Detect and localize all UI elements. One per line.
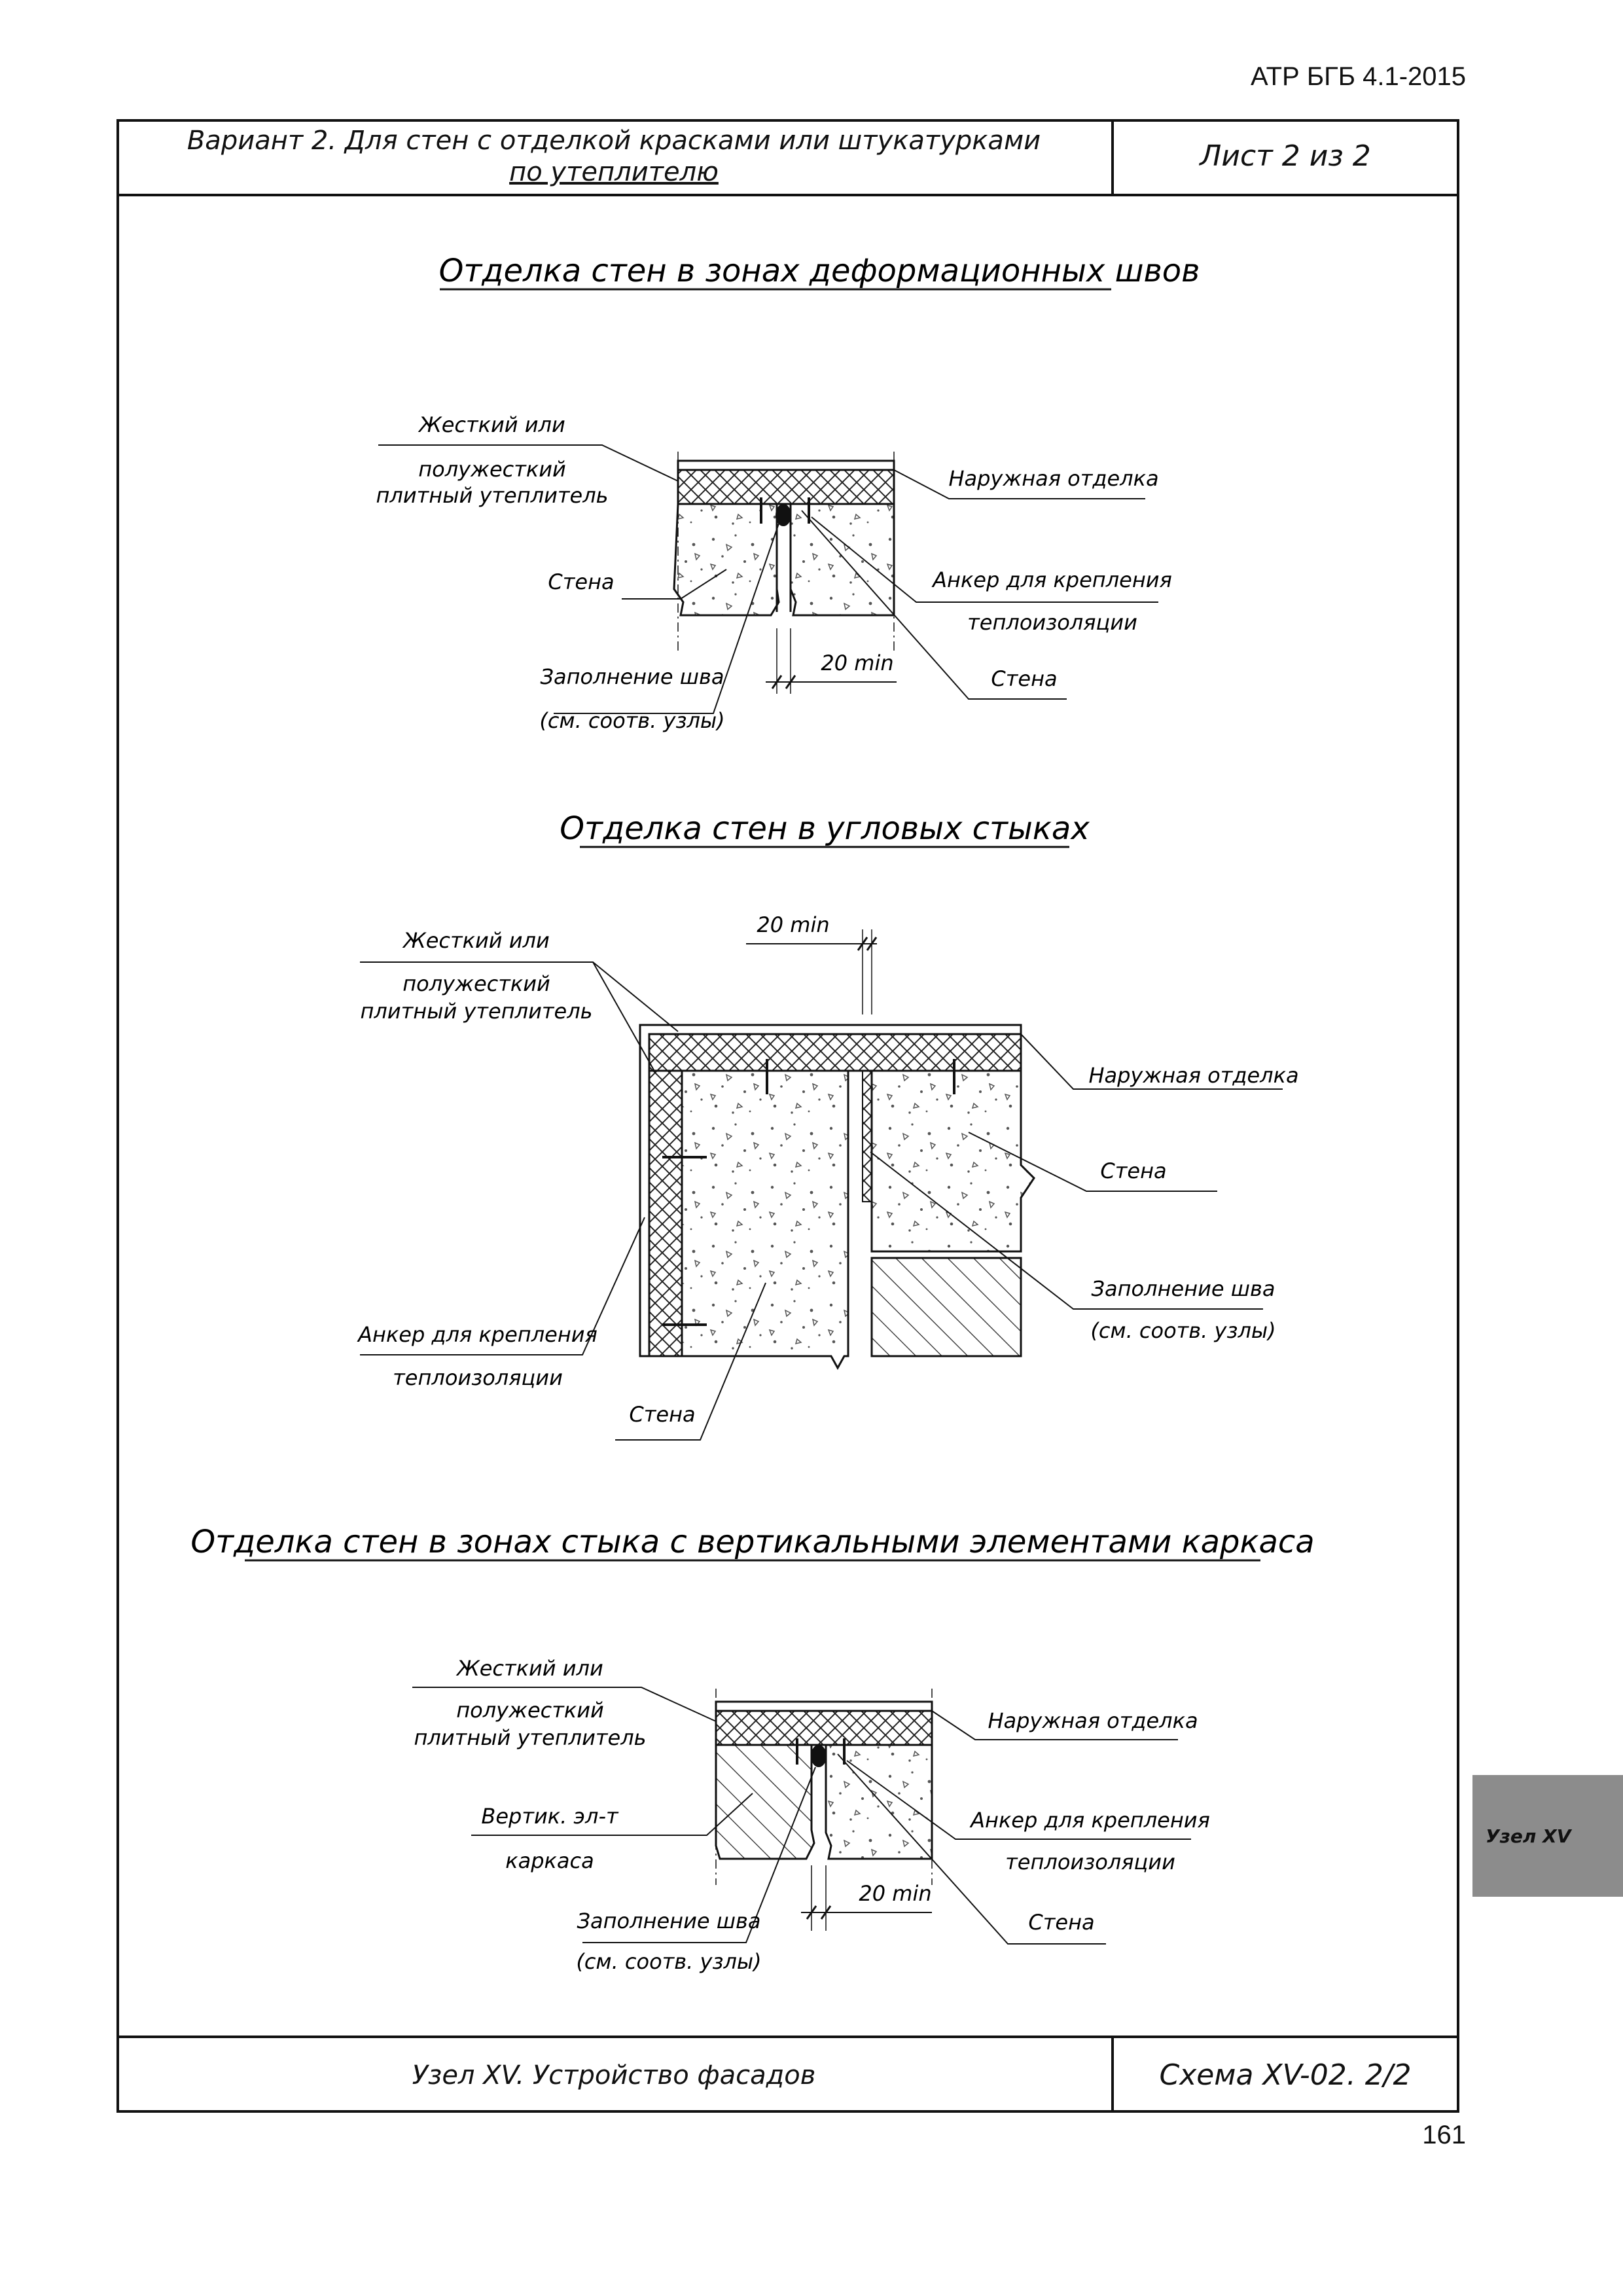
sheet-number: Лист 2 из 2: [1200, 139, 1371, 173]
section-2-label-wall-bottom: Стена: [629, 1402, 696, 1427]
section-3-label-dimension: 20 min: [859, 1881, 932, 1906]
section-3-label-insulation-1: Жесткий или: [457, 1656, 603, 1681]
section-3-label-fill-2: (см. соотв. узлы): [576, 1949, 762, 1974]
section-1-label-anchor-1: Анкер для крепления: [933, 567, 1172, 592]
section-2-leader-insulation-2: [593, 962, 656, 1073]
section-3-label-insulation-3: плитный утеплитель: [414, 1725, 647, 1750]
section-3-frame-element: [716, 1745, 814, 1859]
section-2-label-dimension: 20 min: [757, 912, 830, 937]
section-2-wall-right: [872, 1071, 1034, 1251]
section-2-label-anchor-1: Анкер для крепления: [358, 1322, 597, 1347]
section-3-label-anchor-2: теплоизоляции: [1005, 1850, 1175, 1874]
section-3-label-wall: Стена: [1028, 1910, 1095, 1935]
section-1-title: Отделка стен в зонах деформационных швов: [438, 253, 1200, 289]
section-2-insulation-left: [649, 1071, 682, 1356]
section-3-label-finish: Наружная отделка: [988, 1708, 1198, 1733]
document-code: АТР БГБ 4.1-2015: [1251, 62, 1466, 91]
section-1-insulation: [678, 470, 894, 504]
header-title-line2: по утеплителю: [509, 157, 719, 187]
section-2-label-insulation-2: полужесткий: [402, 971, 550, 996]
section-1-label-insulation-2: полужесткий: [418, 457, 566, 482]
section-2-hatched-element: [872, 1258, 1021, 1356]
section-2-insulation-top: [649, 1034, 1021, 1071]
section-2-label-insulation-3: плитный утеплитель: [360, 999, 593, 1024]
section-3-label-frame-2: каркаса: [505, 1848, 594, 1873]
section-2-label-insulation-1: Жесткий или: [403, 928, 550, 953]
section-3-vertical-frame-joint: [190, 1524, 1314, 1974]
section-3-label-fill-1: Заполнение шва: [577, 1909, 761, 1933]
section-2-wall-left: [682, 1071, 848, 1368]
section-1-label-wall: Стена: [548, 569, 615, 594]
section-2-label-anchor-2: теплоизоляции: [393, 1365, 563, 1390]
section-3-insulation: [716, 1711, 932, 1745]
section-2-joint-filler: [863, 1071, 872, 1202]
section-1-label-insulation-3: плитный утеплитель: [376, 483, 609, 508]
footer-scheme: Схема XV-02. 2/2: [1159, 2058, 1412, 2092]
section-2-label-finish: Наружная отделка: [1088, 1063, 1299, 1088]
section-1-label-fill-2: (см. соотв. узлы): [539, 708, 725, 733]
section-1-deformation-joint: [376, 253, 1200, 733]
section-2-label-wall-right: Стена: [1100, 1158, 1167, 1183]
section-3-label-anchor-1: Анкер для крепления: [971, 1808, 1210, 1833]
section-1-label-insulation-1: Жесткий или: [419, 412, 565, 437]
section-3-joint-filler: [811, 1745, 827, 1767]
section-2-corner-joint: [357, 810, 1298, 1440]
section-1-label-anchor-2: теплоизоляции: [967, 610, 1137, 635]
section-1-wall-right: [791, 504, 894, 615]
section-2-label-fill-2: (см. соотв. узлы): [1090, 1318, 1276, 1343]
section-3-label-insulation-2: полужесткий: [456, 1698, 604, 1723]
section-1-wall-left: [674, 504, 779, 615]
section-1-joint-filler: [776, 504, 791, 526]
section-2-label-fill-1: Заполнение шва: [1091, 1276, 1275, 1301]
section-3-title: Отделка стен в зонах стыка с вертикальными элементами каркаса: [190, 1524, 1315, 1560]
header-title-line1: Вариант 2. Для стен с отделкой красками или штукатурками: [187, 126, 1041, 156]
footer-node-title: Узел XV. Устройство фасадов: [412, 2060, 816, 2090]
section-3-label-frame-1: Вертик. эл-т: [481, 1804, 618, 1829]
section-1-finish-layer: [678, 461, 894, 470]
section-3-finish-layer: [716, 1702, 932, 1711]
section-1-label-finish: Наружная отделка: [948, 466, 1159, 491]
section-1-label-dimension: 20 min: [821, 651, 894, 675]
side-tab-label: Узел XV: [1486, 1825, 1571, 1847]
page-number: 161: [1422, 2121, 1466, 2149]
section-1-label-fill-1: Заполнение шва: [540, 664, 724, 689]
section-2-title: Отделка стен в угловых стыках: [560, 810, 1090, 847]
section-1-label-wall-right: Стена: [991, 666, 1058, 691]
